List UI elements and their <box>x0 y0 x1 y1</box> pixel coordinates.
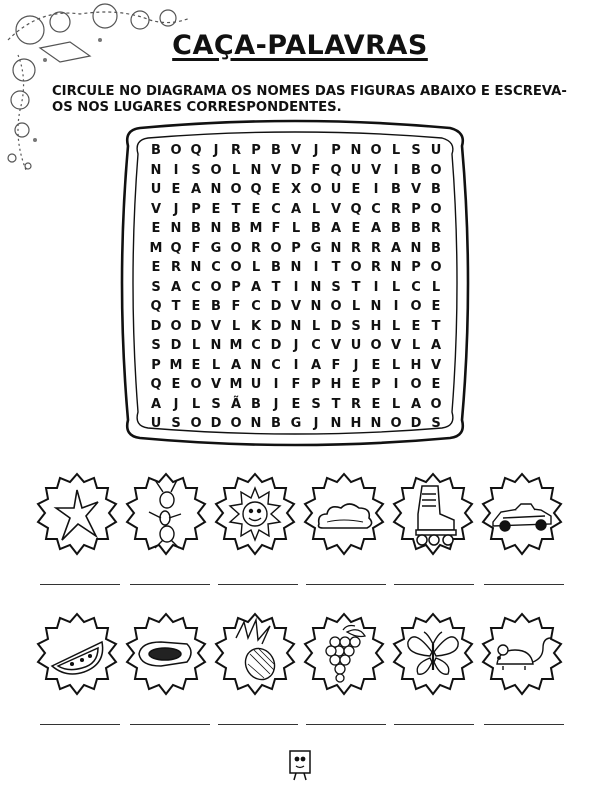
grid-letter[interactable]: B <box>271 260 281 275</box>
grid-letter[interactable]: M <box>249 221 263 236</box>
grid-letter[interactable]: S <box>431 416 441 431</box>
grid-letter[interactable]: Q <box>350 201 362 217</box>
grid-letter[interactable]: L <box>351 299 361 314</box>
grid-letter[interactable]: B <box>311 221 321 236</box>
grid-letter[interactable]: A <box>170 279 182 295</box>
grid-letter[interactable]: O <box>370 143 382 158</box>
grid-letter[interactable]: Q <box>150 299 162 314</box>
grid-letter[interactable]: J <box>293 338 299 353</box>
butterfly-icon <box>392 608 474 700</box>
grid-letter[interactable]: H <box>350 416 362 431</box>
grid-letter[interactable]: S <box>331 279 341 295</box>
grid-letter[interactable]: B <box>391 221 401 236</box>
grid-letter[interactable]: V <box>150 201 162 217</box>
answer-line[interactable] <box>394 724 474 725</box>
grid-letter[interactable]: Q <box>170 240 182 256</box>
grid-letter[interactable]: O <box>370 338 382 353</box>
grid-letter[interactable]: C <box>191 279 201 295</box>
grid-letter[interactable]: O <box>230 240 242 256</box>
grid-letter[interactable]: J <box>213 143 219 158</box>
grid-letter[interactable]: E <box>191 299 201 314</box>
grid-letter[interactable]: C <box>311 338 321 353</box>
ant-icon <box>125 468 207 560</box>
grid-letter[interactable]: M <box>229 338 243 353</box>
grid-letter[interactable]: F <box>291 377 301 392</box>
answer-line[interactable] <box>218 724 298 725</box>
grid-letter[interactable]: L <box>411 338 421 353</box>
grid-letter[interactable]: V <box>330 201 342 217</box>
grid-letter[interactable]: F <box>191 240 201 256</box>
grapes-icon <box>303 608 385 700</box>
grid-letter[interactable]: E <box>371 357 381 373</box>
answer-line[interactable] <box>306 724 386 725</box>
grid-letter[interactable]: O <box>310 182 322 197</box>
grid-letter[interactable]: B <box>211 299 221 314</box>
grid-letter[interactable]: C <box>271 357 281 373</box>
grid-letter[interactable]: N <box>250 162 262 178</box>
grid-letter[interactable]: Q <box>190 143 202 158</box>
grid-letter[interactable]: S <box>211 396 221 412</box>
grid-letter[interactable]: O <box>430 396 442 412</box>
grid-letter[interactable]: O <box>410 377 422 392</box>
answer-line[interactable] <box>130 584 210 585</box>
grid-letter[interactable]: S <box>171 416 181 431</box>
grid-letter[interactable]: N <box>150 162 162 178</box>
grid-letter[interactable]: G <box>210 240 222 256</box>
grid-letter[interactable]: D <box>170 338 182 353</box>
grid-letter[interactable]: O <box>190 416 202 431</box>
grid-letter[interactable]: R <box>370 260 381 275</box>
grid-letter[interactable]: E <box>431 377 441 392</box>
answer-line[interactable] <box>306 584 386 585</box>
grid-letter[interactable]: N <box>330 416 342 431</box>
grid-letter[interactable]: X <box>290 182 302 197</box>
footer-mascot-icon <box>287 748 313 782</box>
grid-letter[interactable]: B <box>271 416 281 431</box>
grid-letter[interactable]: S <box>411 143 421 158</box>
grid-letter[interactable]: A <box>370 221 382 236</box>
grid-letter[interactable]: U <box>350 338 362 353</box>
star-icon <box>36 468 118 560</box>
grid-letter[interactable]: B <box>251 396 261 412</box>
grid-letter[interactable]: R <box>250 240 261 256</box>
grid-letter[interactable]: I <box>273 377 279 392</box>
grid-letter[interactable]: Q <box>150 377 162 392</box>
grid-letter[interactable]: O <box>430 201 442 217</box>
grid-letter[interactable]: H <box>410 357 422 373</box>
grid-letter[interactable]: N <box>210 221 222 236</box>
grid-letter[interactable]: U <box>330 182 342 197</box>
grid-letter[interactable]: B <box>431 240 441 256</box>
grid-letter[interactable]: C <box>251 338 261 353</box>
answer-line[interactable] <box>40 584 120 585</box>
grid-letter[interactable]: C <box>211 260 221 275</box>
grid-letter[interactable]: D <box>270 338 282 353</box>
grid-letter[interactable]: A <box>230 357 242 373</box>
grid-letter[interactable]: F <box>271 221 281 236</box>
grid-letter[interactable]: O <box>190 377 202 392</box>
grid-letter[interactable]: A <box>390 240 402 256</box>
grid-letter[interactable]: N <box>410 240 422 256</box>
grid-letter[interactable]: T <box>431 318 441 334</box>
grid-letter[interactable]: M <box>169 357 183 373</box>
grid-letter[interactable]: L <box>391 279 401 295</box>
grid-letter[interactable]: V <box>210 318 222 334</box>
picture-row-1 <box>36 468 564 568</box>
grid-letter[interactable]: O <box>410 299 422 314</box>
grid-letter[interactable]: P <box>331 143 341 158</box>
grid-letter[interactable]: O <box>430 260 442 275</box>
pineapple-icon <box>214 608 296 700</box>
grid-letter[interactable]: J <box>173 201 179 217</box>
grid-letter[interactable]: O <box>230 182 242 197</box>
grid-letter[interactable]: I <box>373 182 379 197</box>
grid-letter[interactable]: O <box>270 240 282 256</box>
grid-letter[interactable]: V <box>270 162 282 178</box>
grid-letter[interactable]: U <box>150 182 162 197</box>
grid-letter[interactable]: J <box>353 357 359 373</box>
grid-letter[interactable]: O <box>230 260 242 275</box>
grid-letter[interactable]: V <box>210 377 222 392</box>
grid-letter[interactable]: L <box>231 318 241 334</box>
grid-letter[interactable]: C <box>411 279 421 295</box>
grid-letter[interactable]: E <box>191 357 201 373</box>
grid-letter[interactable]: S <box>351 318 361 334</box>
grid-letter[interactable]: R <box>370 240 381 256</box>
grid-letter[interactable]: M <box>149 240 163 256</box>
papaya-icon <box>125 608 207 700</box>
grid-letter[interactable]: I <box>373 279 379 295</box>
grid-letter[interactable]: H <box>370 318 382 334</box>
grid-letter[interactable]: D <box>210 416 222 431</box>
grid-letter[interactable]: M <box>229 377 243 392</box>
grid-letter[interactable]: T <box>271 279 281 295</box>
grid-letter[interactable]: D <box>410 416 422 431</box>
answer-line[interactable] <box>40 724 120 725</box>
grid-letter[interactable]: L <box>391 357 401 373</box>
grid-letter[interactable]: B <box>271 143 281 158</box>
grid-letter[interactable]: U <box>250 377 262 392</box>
grid-letter[interactable]: N <box>250 416 262 431</box>
answer-line[interactable] <box>394 584 474 585</box>
grid-letter[interactable]: V <box>290 299 302 314</box>
grid-letter[interactable]: O <box>430 162 442 178</box>
grid-letter[interactable]: N <box>310 279 322 295</box>
grid-letter[interactable]: P <box>191 201 201 217</box>
grid-letter[interactable]: P <box>231 279 241 295</box>
grid-letter[interactable]: D <box>270 299 282 314</box>
grid-letter[interactable]: E <box>171 182 181 197</box>
grid-letter[interactable]: L <box>191 396 201 412</box>
grid-letter[interactable]: P <box>411 260 421 275</box>
roller-skate-icon <box>392 468 474 560</box>
grid-letter[interactable]: V <box>370 162 382 178</box>
grid-letter[interactable]: N <box>370 299 382 314</box>
grid-letter[interactable]: Q <box>250 182 262 197</box>
grid-letter[interactable]: F <box>231 299 241 314</box>
grid-letter[interactable]: O <box>390 416 402 431</box>
instructions-text: CIRCULE NO DIAGRAMA OS NOMES DAS FIGURAS ABAIXO E ESCREVA-OS NOS LUGARES CORRESPONDENTES. <box>52 84 567 115</box>
grid-letter[interactable]: H <box>330 377 342 392</box>
watermelon-icon <box>36 608 118 700</box>
grid-letter[interactable]: P <box>291 240 301 256</box>
grid-letter[interactable]: E <box>171 377 181 392</box>
grid-letter[interactable]: R <box>230 143 241 158</box>
cloud-icon <box>303 468 385 560</box>
grid-letter[interactable]: V <box>410 182 422 197</box>
grid-letter[interactable]: D <box>190 318 202 334</box>
grid-letter[interactable]: A <box>410 396 422 412</box>
grid-letter[interactable]: E <box>351 221 361 236</box>
grid-letter[interactable]: G <box>290 416 302 431</box>
race-car-icon <box>481 468 563 560</box>
grid-letter[interactable]: E <box>271 182 281 197</box>
page-title: CAÇA-PALAVRAS <box>172 30 428 61</box>
grid-letter[interactable]: B <box>151 143 161 158</box>
grid-letter[interactable]: U <box>430 143 442 158</box>
grid-letter[interactable]: F <box>331 357 341 373</box>
grid-letter[interactable]: E <box>431 299 441 314</box>
grid-letter[interactable]: T <box>231 201 241 217</box>
grid-letter[interactable]: D <box>150 318 162 334</box>
grid-letter[interactable]: P <box>251 143 261 158</box>
grid-letter[interactable]: O <box>330 299 342 314</box>
grid-letter[interactable]: G <box>310 240 322 256</box>
grid-letter[interactable]: B <box>411 162 421 178</box>
grid-letter[interactable]: J <box>313 416 319 431</box>
grid-letter[interactable]: C <box>271 201 281 217</box>
sun-icon <box>214 468 296 560</box>
grid-letter[interactable]: N <box>210 182 222 197</box>
grid-letter[interactable]: O <box>350 260 362 275</box>
grid-letter[interactable]: E <box>151 221 161 236</box>
grid-letter[interactable]: L <box>391 143 401 158</box>
grid-letter[interactable]: E <box>371 396 381 412</box>
grid-letter[interactable]: J <box>273 396 279 412</box>
grid-letter[interactable]: R <box>350 240 361 256</box>
grid-letter[interactable]: L <box>391 318 401 334</box>
grid-letter[interactable]: P <box>151 357 161 373</box>
grid-letter[interactable]: O <box>210 279 222 295</box>
grid-letter[interactable]: P <box>311 377 321 392</box>
grid-letter[interactable]: E <box>151 260 161 275</box>
grid-letter[interactable]: B <box>431 182 441 197</box>
answer-line[interactable] <box>484 724 564 725</box>
grid-letter[interactable]: R <box>350 396 361 412</box>
grid-letter[interactable]: L <box>251 260 261 275</box>
grid-letter[interactable]: L <box>291 221 301 236</box>
answer-line[interactable] <box>130 724 210 725</box>
answer-line[interactable] <box>218 584 298 585</box>
grid-letter[interactable]: O <box>230 416 242 431</box>
grid-letter[interactable]: N <box>370 416 382 431</box>
grid-letter[interactable]: N <box>330 240 342 256</box>
grid-letter[interactable]: T <box>331 260 341 275</box>
grid-letter[interactable]: D <box>290 162 302 178</box>
word-search-grid <box>146 141 446 434</box>
grid-letter[interactable]: Ã <box>230 396 242 412</box>
grid-letter[interactable]: C <box>371 201 381 217</box>
grid-letter[interactable]: V <box>430 357 442 373</box>
grid-letter[interactable]: B <box>191 221 201 236</box>
grid-letter[interactable]: R <box>430 221 441 236</box>
grid-letter[interactable]: A <box>250 279 262 295</box>
grid-letter[interactable]: L <box>311 318 321 334</box>
grid-letter[interactable]: S <box>191 162 201 178</box>
grid-letter[interactable]: N <box>350 143 362 158</box>
grid-letter[interactable]: L <box>211 357 221 373</box>
grid-letter[interactable]: I <box>313 260 319 275</box>
grid-letter[interactable]: B <box>411 221 421 236</box>
grid-letter[interactable]: I <box>173 162 179 178</box>
grid-letter[interactable]: V <box>390 338 402 353</box>
grid-letter[interactable]: N <box>190 260 202 275</box>
grid-letter[interactable]: D <box>330 318 342 334</box>
grid-letter[interactable]: U <box>150 416 162 431</box>
grid-letter[interactable]: N <box>170 221 182 236</box>
grid-letter[interactable]: N <box>210 338 222 353</box>
grid-letter[interactable]: I <box>393 162 399 178</box>
grid-letter[interactable]: N <box>290 318 302 334</box>
grid-letter[interactable]: O <box>170 318 182 334</box>
grid-letter[interactable]: S <box>151 279 161 295</box>
answer-line[interactable] <box>484 584 564 585</box>
grid-letter[interactable]: E <box>351 182 361 197</box>
grid-letter[interactable]: N <box>250 357 262 373</box>
grid-letter[interactable]: I <box>393 299 399 314</box>
grid-letter[interactable]: K <box>250 318 262 334</box>
grid-letter[interactable]: T <box>351 279 361 295</box>
grid-letter[interactable]: L <box>391 396 401 412</box>
grid-letter[interactable]: O <box>210 162 222 178</box>
grid-letter[interactable]: I <box>293 279 299 295</box>
grid-letter[interactable]: V <box>290 143 302 158</box>
grid-letter[interactable]: B <box>231 221 241 236</box>
grid-letter[interactable]: S <box>151 338 161 353</box>
grid-letter[interactable]: F <box>311 162 321 178</box>
grid-letter[interactable]: B <box>391 182 401 197</box>
mouse-icon <box>481 608 563 700</box>
grid-letter[interactable]: A <box>330 221 342 236</box>
grid-letter[interactable]: I <box>393 377 399 392</box>
grid-letter[interactable]: E <box>291 396 301 412</box>
grid-letter[interactable]: O <box>170 143 182 158</box>
grid-letter[interactable]: L <box>311 201 321 217</box>
grid-letter[interactable]: U <box>350 162 362 178</box>
grid-letter[interactable]: V <box>330 338 342 353</box>
grid-letter[interactable]: N <box>310 299 322 314</box>
grid-letter[interactable]: L <box>231 162 241 178</box>
grid-letter[interactable]: Q <box>330 162 342 178</box>
grid-letter[interactable]: L <box>191 338 201 353</box>
grid-letter[interactable]: A <box>290 201 302 217</box>
grid-letter[interactable]: T <box>331 396 341 412</box>
grid-letter[interactable]: N <box>290 260 302 275</box>
grid-letter[interactable]: E <box>211 201 221 217</box>
grid-letter[interactable]: D <box>270 318 282 334</box>
grid-letter[interactable]: E <box>251 201 261 217</box>
picture-row-2 <box>36 608 564 708</box>
grid-letter[interactable]: P <box>371 377 381 392</box>
grid-letter[interactable]: R <box>170 260 181 275</box>
grid-letter[interactable]: L <box>431 279 441 295</box>
grid-letter[interactable]: C <box>251 299 261 314</box>
grid-letter[interactable]: A <box>430 338 442 353</box>
grid-letter[interactable]: J <box>173 396 179 412</box>
grid-letter[interactable]: J <box>313 143 319 158</box>
grid-letter[interactable]: A <box>310 357 322 373</box>
grid-letter[interactable]: T <box>171 299 181 314</box>
grid-letter[interactable]: E <box>351 377 361 392</box>
grid-letter[interactable]: A <box>190 182 202 197</box>
grid-letter[interactable]: S <box>311 396 321 412</box>
grid-letter[interactable]: P <box>411 201 421 217</box>
grid-letter[interactable]: I <box>293 357 299 373</box>
grid-letter[interactable]: R <box>390 201 401 217</box>
grid-letter[interactable]: A <box>150 396 162 412</box>
grid-letter[interactable]: E <box>411 318 421 334</box>
grid-letter[interactable]: N <box>390 260 402 275</box>
